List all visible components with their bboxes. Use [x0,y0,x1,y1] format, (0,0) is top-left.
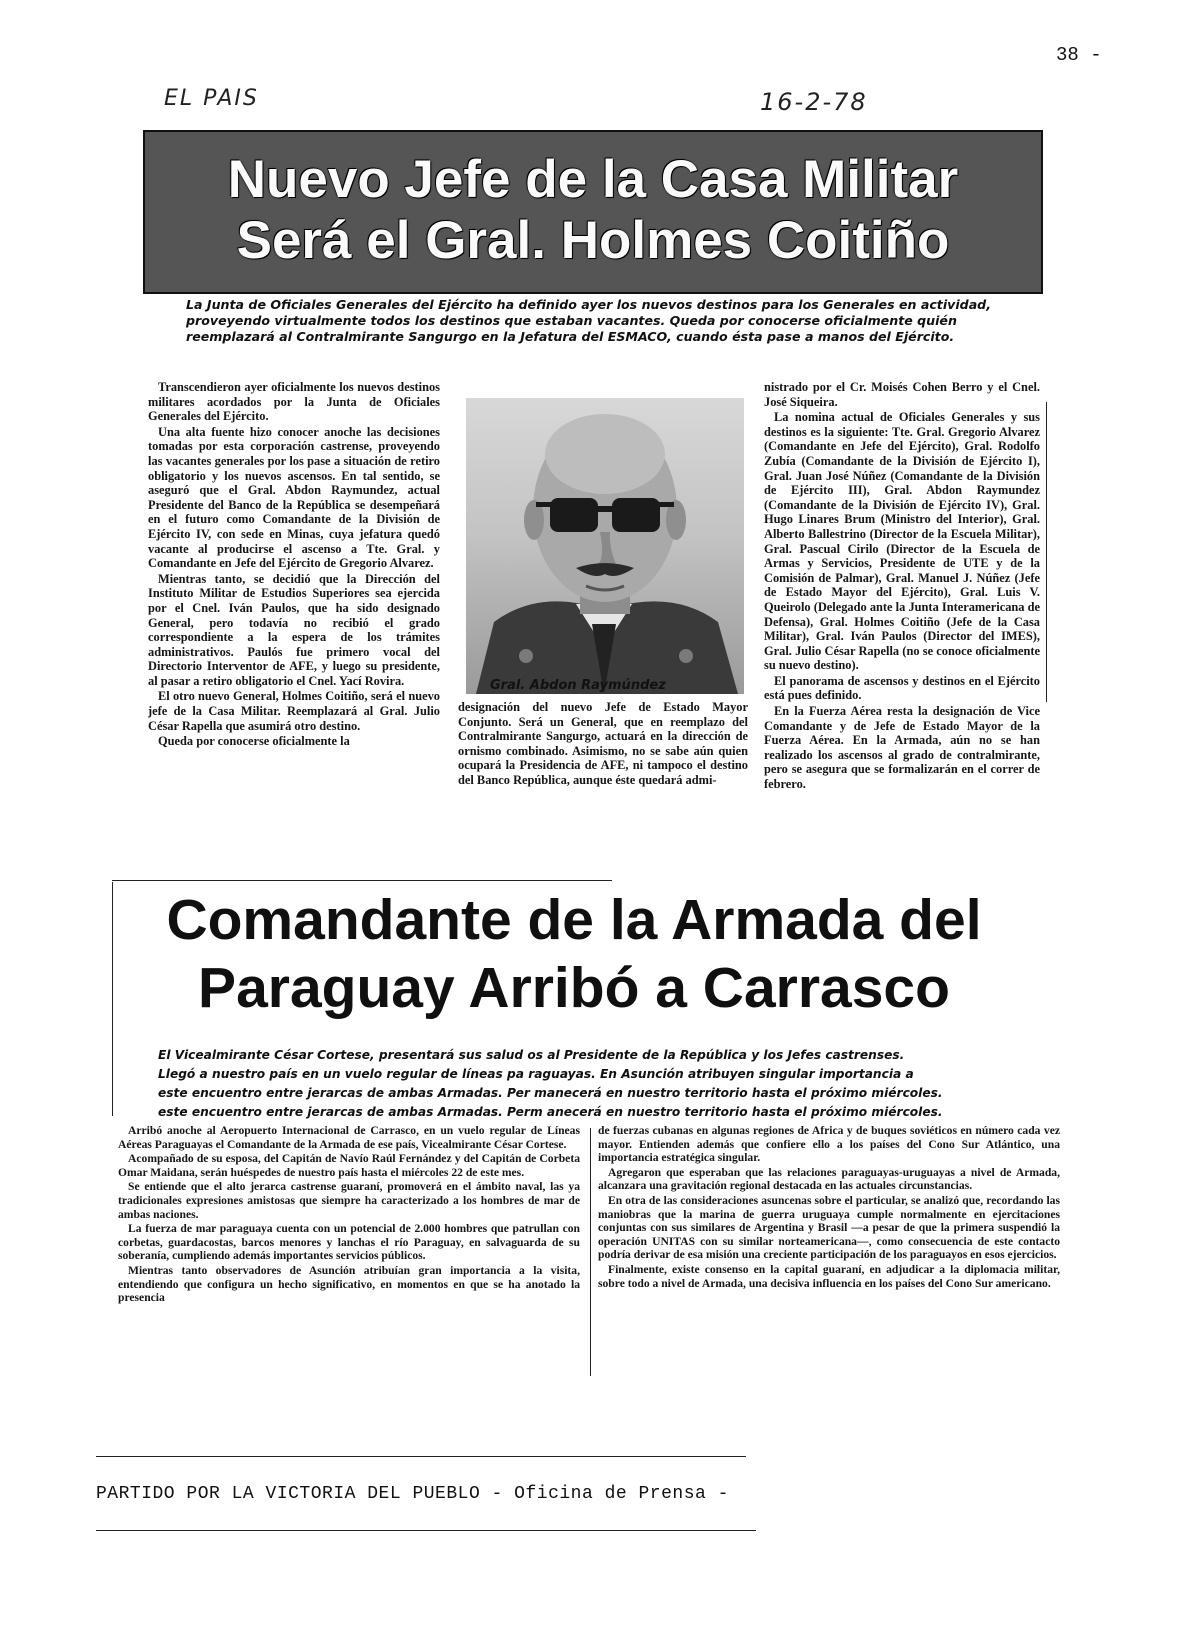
article2-headline-line1: Comandante de la Armada del [166,888,982,952]
page-number: 38 - [1056,44,1102,66]
paragraph: En la Fuerza Aérea resta la designación de Vice Comandante y de Jefe de Estado Mayor de la Fuerza Aérea. En la Armada, aún no se han realizado los ascensos al grado de contralmirante, pero se asegura que se formalizarán en el correr de febrero. [764,704,1040,792]
paragraph: Mientras tanto observadores de Asunción atribuían gran importancia a la visita, entendiendo que configura un hecho significativo, en momentos en que se ha anotado la presencia [118,1263,580,1305]
article2-lead [158,1046,1058,1122]
article2-left-border [112,882,113,1116]
handwritten-date: 16-2-78 [760,88,868,116]
paragraph: designación del nuevo Jefe de Estado Mayor Conjunto. Será un General, que en reemplazo del Contralmirante Sangurgo, actuará en la dirección de ornismo combinado. Asimismo, no se sabe aún quien ocupará la Presidencia de AFE, ni tampoco el destino del Banco República, aunque éste quedará admi- [458,700,748,787]
handwritten-newspaper-name: EL PAIS [164,86,259,111]
footer-bottom-rule [96,1530,756,1531]
article1-column-2 [458,700,748,834]
column-bracket [1046,402,1047,702]
paragraph: Mientras tanto, se decidió que la Dirección del Instituto Militar de Estudios Superiores sea ejercida por el Cnel. Iván Paulos, que ha sido designado General, pero todavía no recibió el grado correspondiente a la espera de los trámites administrativos. Paulós fue primero vocal del Directorio Interventor de AFE, y luego su presidente, al pasar a retiro obligatorio el Cnel. Yací Rovira. [148,571,440,688]
paragraph: Una alta fuente hizo conocer anoche las decisiones tomadas por esta corporación castrense, proveyendo las vacantes generales por los pase a situación de retiro obligatorio y los nuevos ascensos. En tal sentido, se aseguró que el Gral. Abdon Raymundez, actual Presidente del Banco de la República se desempeñará en el futuro como Comandante de la División de Ejército IV, con sede en Minas, cuya jefatura quedó vacante al producirse el ascenso a Tte. Gral. y Comandante en Jefe del Ejército de Gregorio Alvarez. [148,424,440,571]
article1-headline-banner [143,130,1043,294]
paragraph: Finalmente, existe consenso en la capital guaraní, en adjudicar a la diplomacia militar, sobre todo a nivel de Armada, una decisiva influencia en los países del Cono Sur americano. [598,1262,1060,1290]
article1-lead: La Junta de Oficiales Generales del Ejército ha definido ayer los nuevos destinos para los Generales en actividad, proveyendo virtualmente todos los destinos que estaban vacantes. Queda por conocerse oficialmente quién reemplazará al Contralmirante Sangurgo en la Jefatura del ESMACO, cuando ésta pase a manos del Ejército. [186,297,991,344]
paragraph: El otro nuevo General, Holmes Coitiño, será el nuevo jefe de la Casa Militar. Reemplazará al Gral. Julio César Rapella que asumirá otro destino. [148,689,440,733]
paragraph: de fuerzas cubanas en algunas regiones de Africa y de buques soviéticos en número cada vez mayor. Entienden además que confiere ello a los países del Cono Sur Atlántico, una importancia estratégica singular. [598,1124,1060,1165]
paragraph: Se entiende que el alto jerarca castrense guaraní, promoverá en el ámbito naval, las ya tradicionales expresiones amistosas que siempre ha caracterizado a los hombres de mar de ambas naciones. [118,1180,580,1221]
article2-headline [118,886,1030,1022]
lead-line: El Vicealmirante César Cortese, presentará sus salud os al Presidente de la República y los Jefes castrenses. [158,1048,905,1062]
paragraph: La fuerza de mar paraguaya cuenta con un potencial de 2.000 hombres que patrullan con corbetas, guardacostas, barcos menores y lanchas el río Paraguay, en salvaguarda de su soberanía, cumpliendo además importantes servicios públicos. [118,1222,580,1263]
portrait-illustration [466,398,744,694]
article2-column-1 [118,1124,580,1384]
article2-headline-line2: Paraguay Arribó a Carrasco [198,956,950,1020]
article1-headline-line2: Será el Gral. Holmes Coitiño [236,211,950,270]
article2-top-border [112,880,612,881]
paragraph: Arribó anoche al Aeropuerto Internacional de Carrasco, en un vuelo regular de Líneas Aéreas Paraguayas el Comandante de la Armada de ese país, Vicealmirante César Cortese. [118,1124,580,1151]
lead-line: Llegó a nuestro país en un vuelo regular de líneas pa raguayas. En Asunción atribuyen singular importancia a [158,1067,914,1081]
lead-line: este encuentro entre jerarcas de ambas Armadas. Perm anecerá en nuestro territorio hasta el próximo miércoles. [158,1105,943,1119]
article1-column-3 [764,380,1040,834]
footer-text: PARTIDO POR LA VICTORIA DEL PUEBLO - Oficina de Prensa - [96,1484,729,1504]
photo-caption: Gral. Abdon Raymúndez [490,678,666,693]
paragraph: nistrado por el Cr. Moisés Cohen Berro y el Cnel. José Siqueira. [764,380,1040,409]
article2-column-2 [598,1124,1060,1364]
lead-line: este encuentro entre jerarcas de ambas Armadas. Per manecerá en nuestro territorio hasta el próximo miércoles. [158,1086,943,1100]
article1-column-1 [148,380,440,834]
paragraph: Queda por conocerse oficialmente la [158,734,350,749]
article2-column-divider [590,1128,591,1376]
paragraph: La nomina actual de Oficiales Generales y sus destinos es la siguiente: Tte. Gral. Gregorio Alvarez (Comandante en Jefe del Ejército), Gral. Rodolfo Zubía (Comandante de la División de Ejército I), Gral. Juan José Núñez (Comandante de la División de Ejército III), Gral. Abdon Raymundez (Comandante de la División de Ejército IV), Gral. Hugo Linares Brum (Ministro del Interior), Gral. Alberto Ballestrino (Director de la Escuela Militar), Gral. Pascual Cirilo (Director de la Escuela de Armas y Servicios, Presidente de UTE y de la Comisión de Palmar), Gral. Manuel J. Núñez (Jefe de Estado Mayor del Ejército), Gral. Luis V. Queirolo (Delegado ante la Junta Interamericana de Defensa), Gral. Holmes Coitiño (Jefe de la Casa Militar), Gral. Iván Paulos (Director del IMES), Gral. Julio César Rapella (no se conoce oficialmente su nuevo destino). [764,410,1040,673]
paragraph: Acompañado de su esposa, del Capitán de Navío Raúl Fernández y del Capitán de Corbeta Omar Maidana, serán huéspedes de nuestro país hasta el miércoles 22 de este mes. [118,1152,580,1179]
paragraph: En otra de las consideraciones asuncenas sobre el particular, se analizó que, recordando las maniobras que la marina de guerra uruguaya cumple normalmente en ejercitaciones conjuntas con sus similares de Argentina y Brasil —a pesar de que la primera suspendió la operación UNITAS con su similar norteamericana—, como consecuencia de este contacto podría derivar de esa misión una creciente participación de los paraguayos en esos ejercicios. [598,1193,1060,1262]
paragraph: Transcendieron ayer oficialmente los nuevos destinos militares acordados por la Junta de Oficiales Generales del Ejército. [148,380,440,424]
paragraph: El panorama de ascensos y destinos en el Ejército está pues definido. [764,673,1040,703]
article1-headline-line1: Nuevo Jefe de la Casa Militar [227,150,959,209]
portrait-photo [466,398,744,694]
paragraph: Agregaron que esperaban que las relaciones paraguayas-uruguayas a nivel de Armada, alcanzara una gravitación regional destacada en las actuales circunstancias. [598,1165,1060,1193]
footer-top-rule [96,1456,746,1457]
